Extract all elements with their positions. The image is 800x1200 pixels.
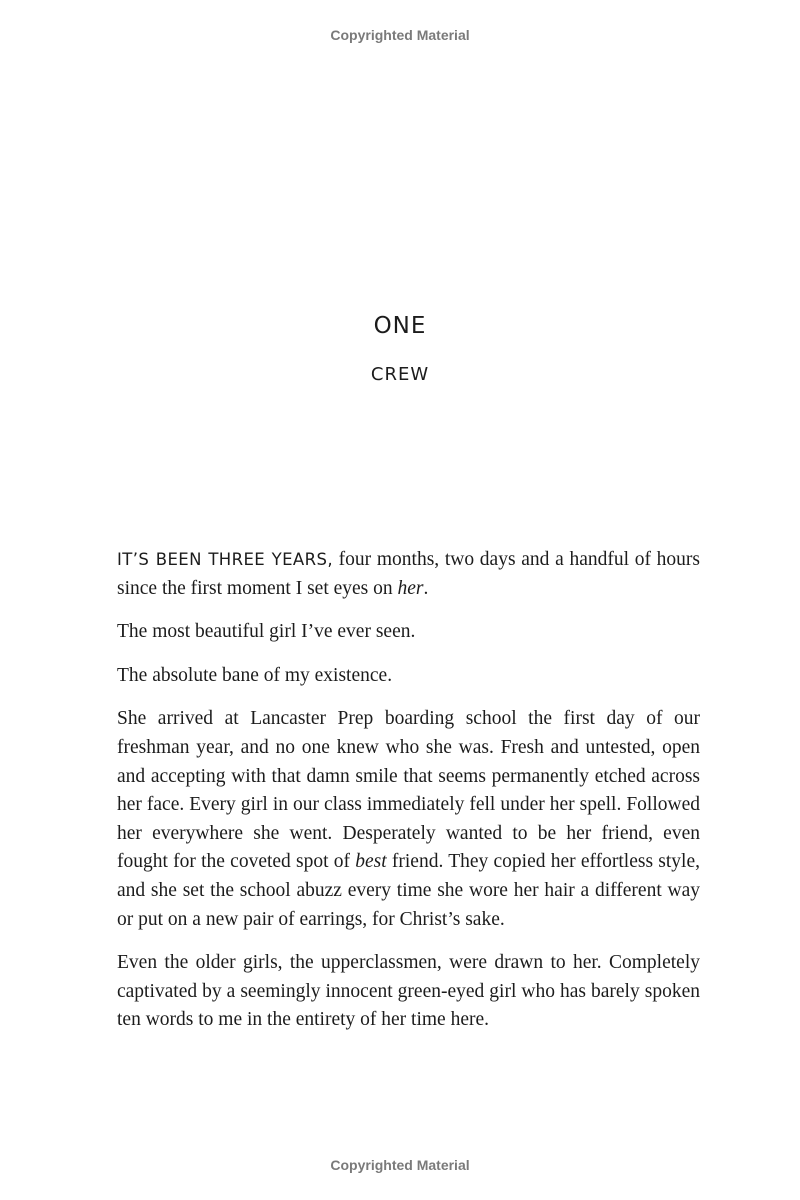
paragraph-4-emphasis: best <box>355 851 387 873</box>
paragraph-3: The absolute bane of my existence. <box>117 664 393 686</box>
chapter-body <box>117 546 700 1050</box>
paragraph-4 <box>117 705 700 934</box>
paragraph-5: Even the older girls, the upperclassmen, were drawn to her. Completely captivated by a seemingly innocent green-eyed girl who has barely spoken ten words to me in the entirety of her time here. <box>117 952 700 1031</box>
paragraph-2: The most beautiful girl I’ve ever seen. <box>117 621 416 643</box>
chapter-title: CREW <box>370 364 430 385</box>
lead-in-small-caps: IT’S BEEN THREE YEARS, <box>117 550 333 569</box>
chapter-number: ONE <box>373 313 427 339</box>
paragraph-1-emphasis: her <box>397 577 424 599</box>
copyright-watermark-top: Copyrighted Material <box>330 27 470 43</box>
paragraph-1 <box>117 546 700 603</box>
paragraph-1-text-b: . <box>423 577 429 599</box>
paragraph-4-text-a: She arrived at Lancaster Prep boarding school the first day of our freshman year, and no one knew who she was. Fresh and untested, open and accepting with that damn smile that seems permanently etched across her face. Every girl in our class immediately fell under her spell. Followed her everywhere she went. Desperately wanted to be her friend, even fought for the coveted spot of <box>117 708 700 873</box>
copyright-watermark-bottom: Copyrighted Material <box>330 1157 470 1173</box>
paragraph-1-text-a: four months, two days and a handful of hours since the first moment I set eyes on <box>117 549 700 599</box>
paragraph-4-text-b: friend. They copied her effortless style, and she set the school abuzz every time she wore her hair a different way or put on a new pair of earrings, for Christ’s sake. <box>117 851 700 930</box>
